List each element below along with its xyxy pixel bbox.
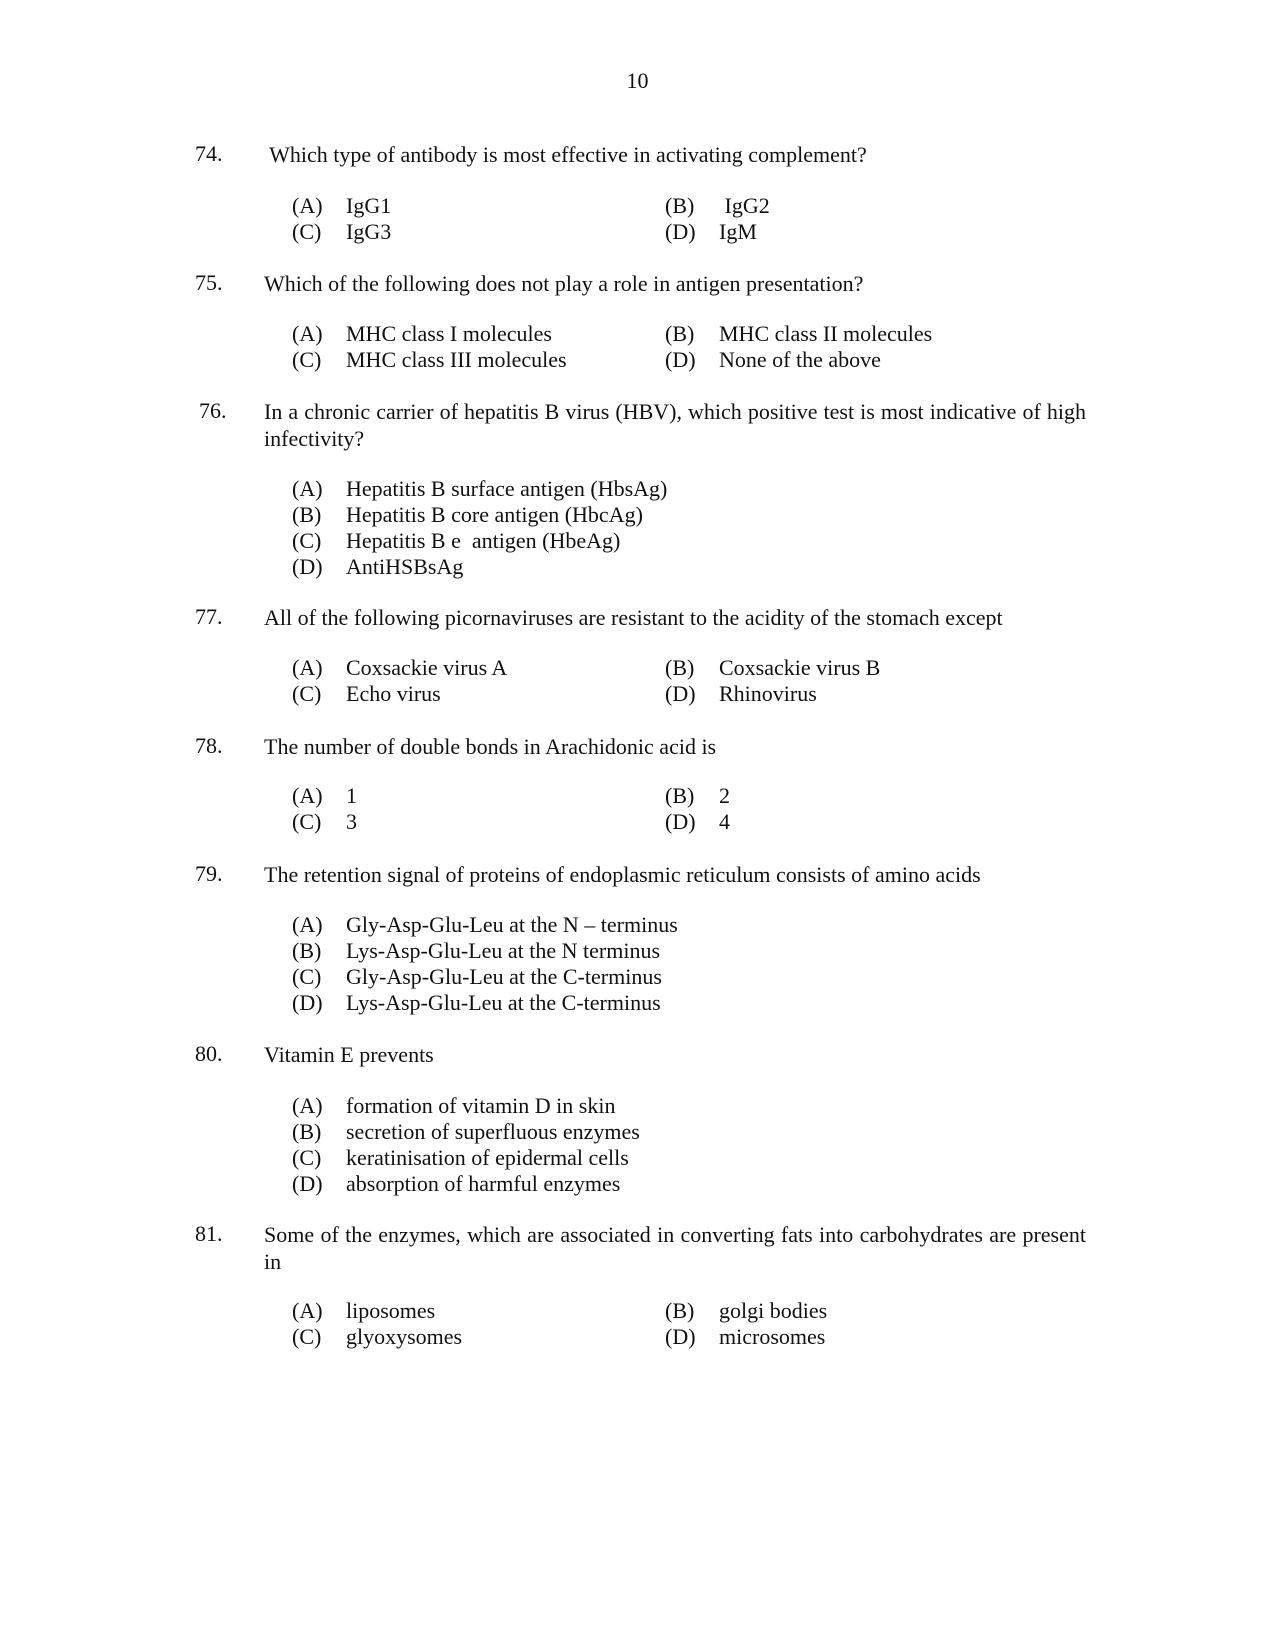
option-label: (C) [292,681,322,706]
option-a[interactable] [292,476,667,502]
option-text: 3 [346,809,357,834]
option-text: secretion of superfluous enzymes [346,1119,640,1144]
option-a[interactable] [292,912,678,938]
option-text: Hepatitis B core antigen (HbcAg) [346,502,643,527]
option-b[interactable] [292,502,643,528]
option-text: keratinisation of epidermal cells [346,1145,629,1170]
option-label: (A) [292,321,323,346]
question-number: 78. [195,733,223,758]
question-number: 79. [195,861,223,886]
option-label: (C) [292,528,322,553]
option-text: formation of vitamin D in skin [346,1093,616,1118]
option-label: (B) [665,193,695,218]
option-text: MHC class III molecules [346,347,567,372]
option-b[interactable] [665,1298,827,1324]
option-b[interactable] [292,938,660,964]
option-b[interactable] [665,193,770,219]
option-text: Coxsackie virus B [719,655,881,680]
option-text: glyoxysomes [346,1324,463,1349]
question-text: Some of the enzymes, which are associated in converting fats into carbohydrates are present in [264,1222,1086,1274]
option-text: 4 [719,809,730,834]
option-text: Coxsackie virus A [346,655,508,680]
option-label: (D) [665,681,696,706]
question-number: 76. [199,398,227,423]
option-c[interactable] [292,528,620,554]
option-label: (D) [665,219,696,244]
option-text: MHC class II molecules [719,321,933,346]
option-c[interactable] [292,964,662,990]
option-label: (C) [292,809,322,834]
question-text: All of the following picornaviruses are resistant to the acidity of the stomach except [264,605,1003,630]
option-d[interactable] [665,1324,825,1350]
option-label: (A) [292,783,323,808]
option-text: liposomes [346,1298,436,1323]
question-text: The retention signal of proteins of endoplasmic reticulum consists of amino acids [264,862,981,887]
option-c[interactable] [292,809,357,835]
option-d[interactable] [665,681,817,707]
option-label: (A) [292,1298,323,1323]
option-d[interactable] [665,219,757,245]
option-text: golgi bodies [719,1298,828,1323]
option-c[interactable] [292,1324,462,1350]
option-text: MHC class I molecules [346,321,552,346]
option-text: IgG1 [346,193,392,218]
option-label: (D) [665,347,696,372]
option-label: (A) [292,193,323,218]
option-c[interactable] [292,681,441,707]
question-text: Which of the following does not play a role in antigen presentation? [264,271,864,296]
question-text: Which type of antibody is most effective in activating complement? [264,142,867,167]
option-text: Echo virus [346,681,441,706]
option-label: (A) [292,1093,323,1118]
option-label: (C) [292,347,322,372]
option-d[interactable] [292,990,661,1016]
option-b[interactable] [665,783,730,809]
option-b[interactable] [292,1119,640,1145]
question-number: 80. [195,1041,223,1066]
option-label: (B) [665,655,695,680]
option-label: (B) [665,321,695,346]
option-label: (A) [292,655,323,680]
option-text: absorption of harmful enzymes [346,1171,621,1196]
question-text: In a chronic carrier of hepatitis B virus (HBV), which positive test is most indicative of high infectivity? [264,399,1086,451]
option-label: (D) [665,809,696,834]
option-label: (B) [292,938,322,963]
option-text: Hepatitis B e antigen (HbeAg) [346,528,621,553]
option-a[interactable] [292,193,391,219]
option-label: (B) [665,1298,695,1323]
option-a[interactable] [292,1298,435,1324]
question-text: Vitamin E prevents [264,1042,434,1067]
option-text: Gly-Asp-Glu-Leu at the C-terminus [346,964,662,989]
option-d[interactable] [665,347,881,373]
option-label: (A) [292,476,323,501]
option-text: Gly-Asp-Glu-Leu at the N – terminus [346,912,678,937]
option-label: (D) [292,1171,323,1196]
option-label: (B) [665,783,695,808]
option-label: (C) [292,1145,322,1170]
question-number: 81. [195,1221,223,1246]
page-number: 10 [626,68,649,93]
question-text: The number of double bonds in Arachidonic acid is [264,734,717,759]
option-label: (C) [292,964,322,989]
option-c[interactable] [292,1145,629,1171]
option-a[interactable] [292,321,552,347]
option-d[interactable] [292,1171,620,1197]
option-text: None of the above [719,347,881,372]
option-b[interactable] [665,655,880,681]
option-text: IgG3 [346,219,392,244]
option-text: Lys-Asp-Glu-Leu at the N terminus [346,938,661,963]
option-label: (A) [292,912,323,937]
question-number: 75. [195,270,223,295]
option-text: microsomes [719,1324,826,1349]
option-label: (C) [292,219,322,244]
option-d[interactable] [665,809,730,835]
option-label: (D) [292,990,323,1015]
option-text: IgM [719,219,757,244]
option-d[interactable] [292,554,463,580]
option-text: 2 [719,783,730,808]
option-label: (B) [292,502,322,527]
option-text: IgG2 [719,193,770,218]
option-a[interactable] [292,783,357,809]
option-label: (D) [665,1324,696,1349]
option-c[interactable] [292,347,567,373]
option-a[interactable] [292,655,507,681]
option-a[interactable] [292,1093,615,1119]
question-number: 77. [195,604,223,629]
option-text: Hepatitis B surface antigen (HbsAg) [346,476,668,501]
option-label: (C) [292,1324,322,1349]
option-text: AntiHSBsAg [346,554,464,579]
option-b[interactable] [665,321,932,347]
option-text: Lys-Asp-Glu-Leu at the C-terminus [346,990,661,1015]
option-text: Rhinovirus [719,681,817,706]
option-label: (B) [292,1119,322,1144]
option-c[interactable] [292,219,391,245]
option-text: 1 [346,783,357,808]
question-number: 74. [195,141,223,166]
option-label: (D) [292,554,323,579]
